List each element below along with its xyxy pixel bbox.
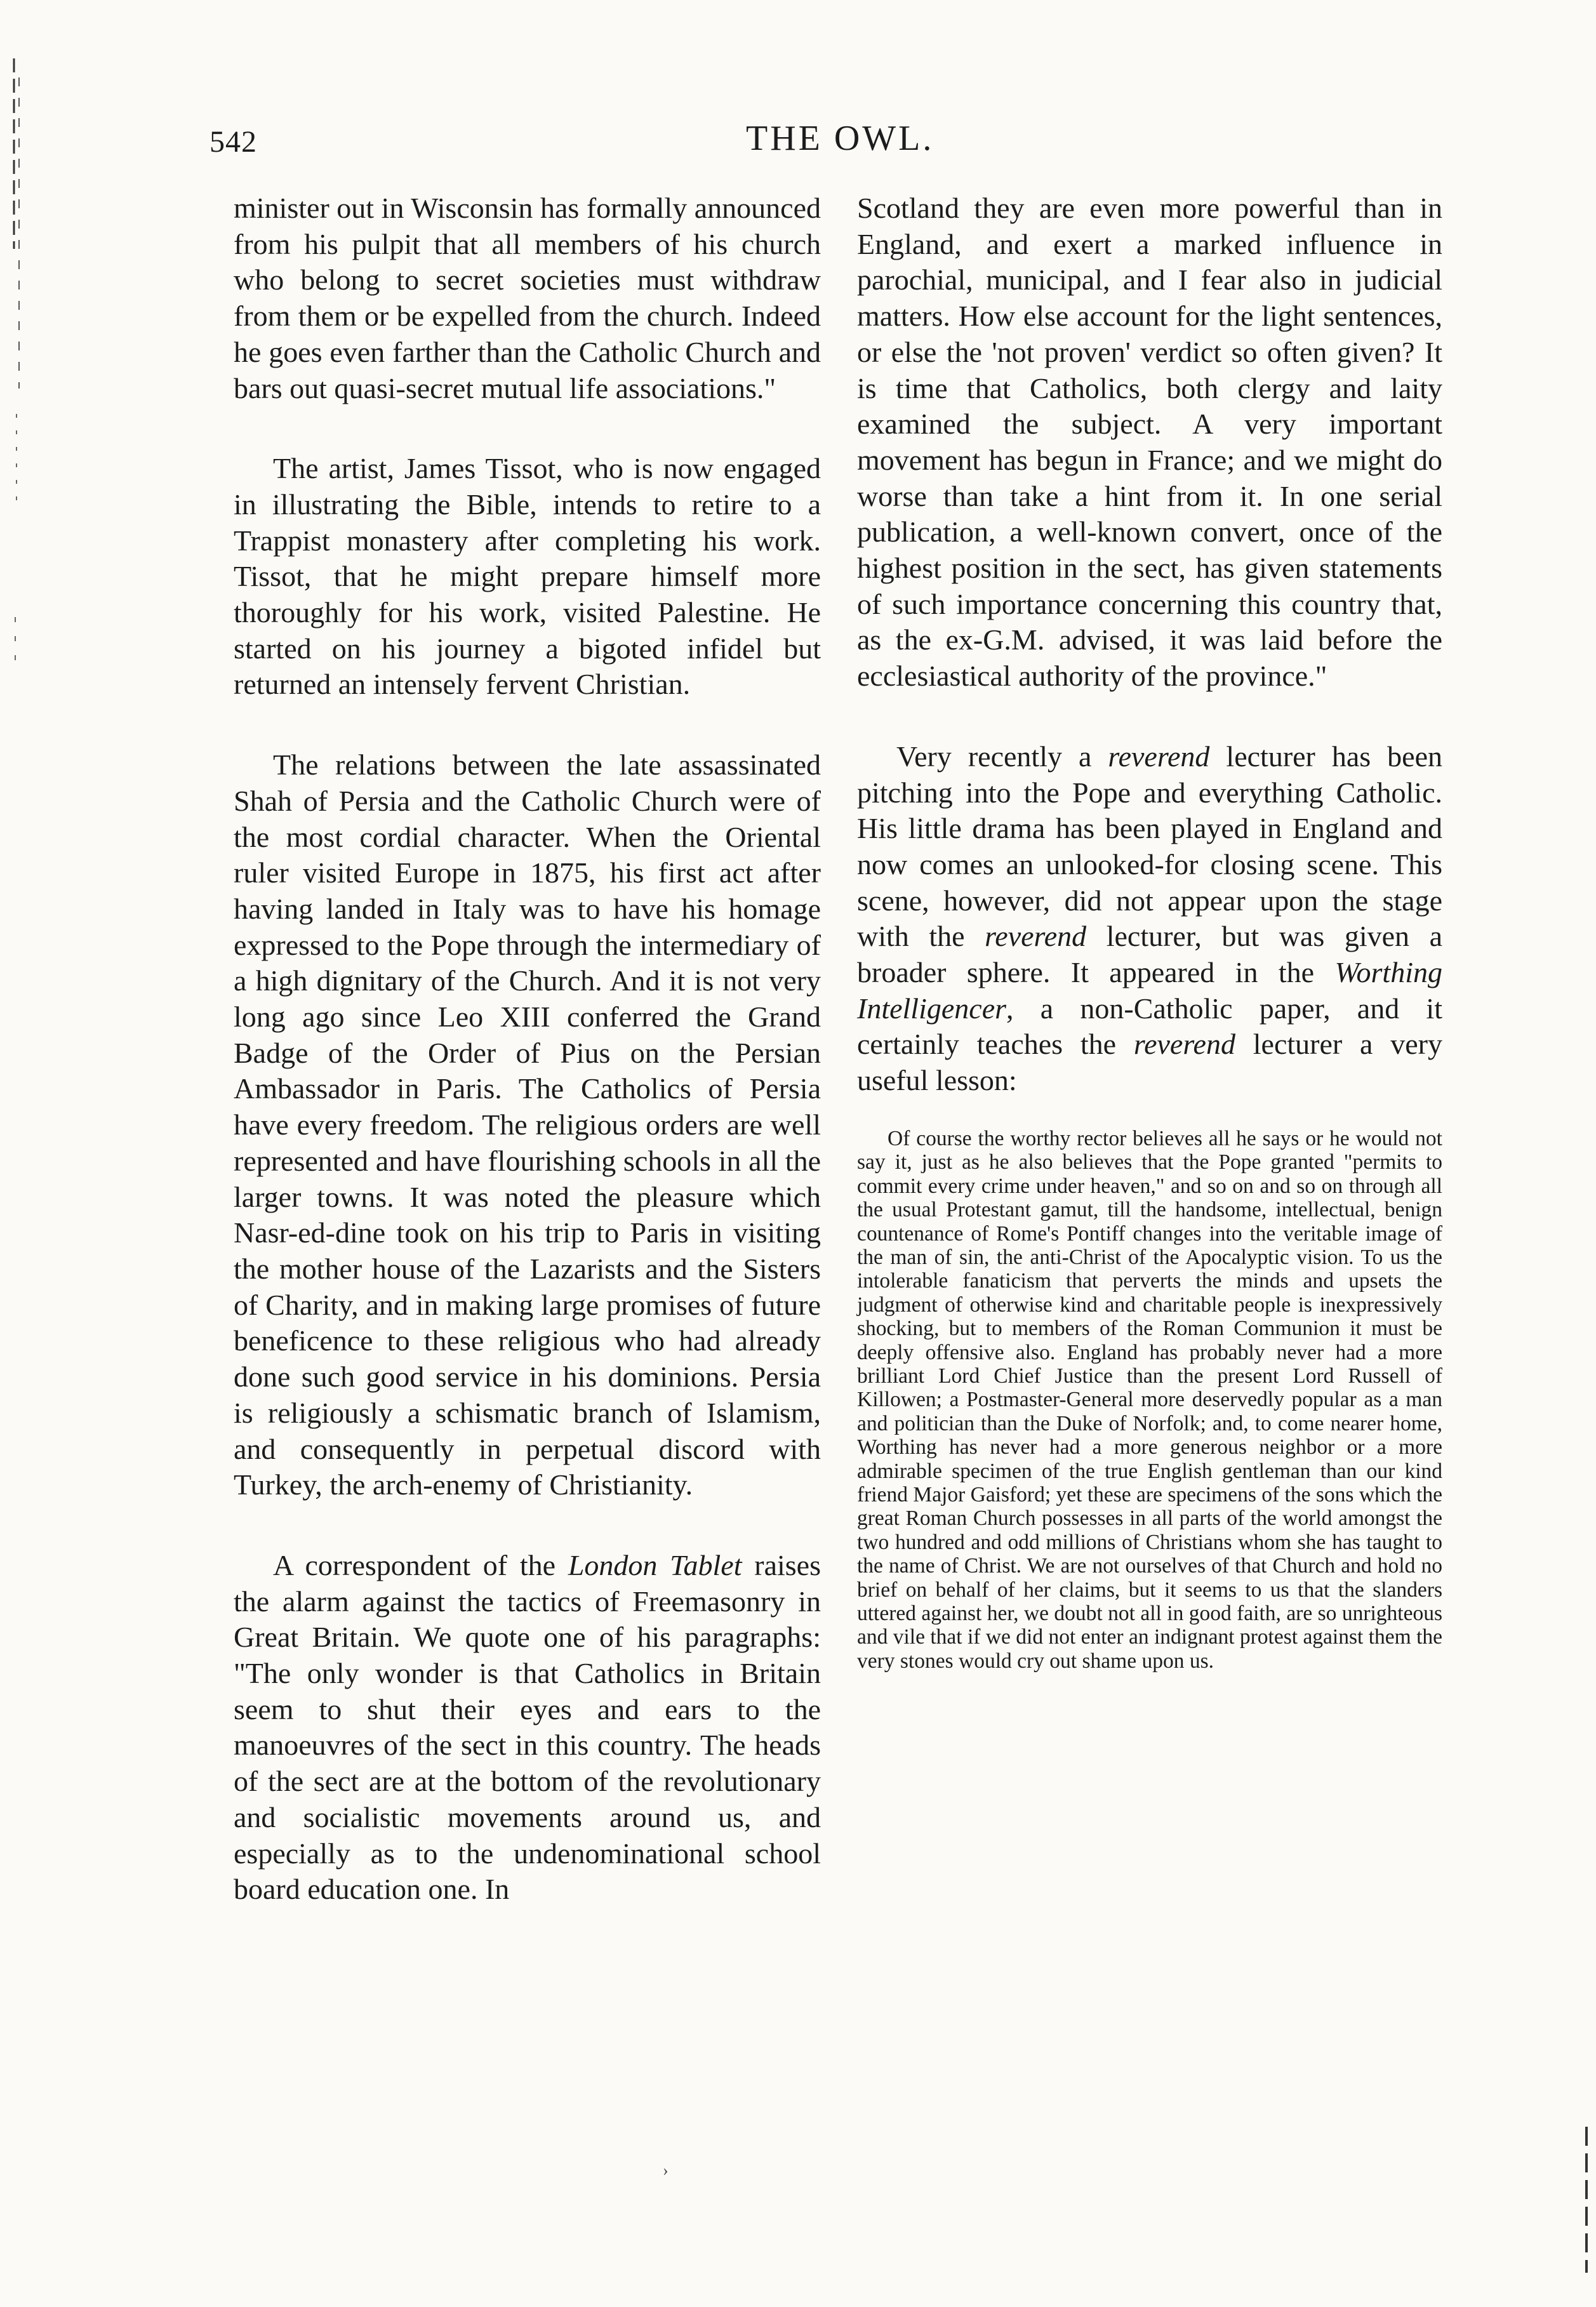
block-quote: Of course the worthy rector believes all he says or he would not say it, just as he also believes that the Pope granted "permits to commit every crime under heaven," and so on and so on through all the usual Protestant gamut, till the handsome, intellectual, benign countenance of Rome's Pontiff changes into the veritable image of the man of sin, the anti-Christ of the Apocalyptic vision. To us the intolerable fanaticism that perverts the minds and upsets the judgment of otherwise kind and charitable people is inexpressively shocking, but to members of the Roman Communion it must be deeply offensive also. England has probably never had a more brilliant Lord Chief Justice than the present Lord Russell of Killowen; a Postmaster-General more deservedly popular as a man and politician than the Duke of Norfolk; and, to come nearer home, Worthing has never had a more generous neighbor or a more admirable specimen of the true English gentleman than our kind friend Major Gaisford; yet these are specimens of the sons which the great Roman Church possesses in all parts of the world amongst the two hundred and odd millions of Christians whom she has taught to the name of Christ. We are not ourselves of that Church and hold no brief on behalf of her claims, but it seems to us that the slanders uttered against her, we doubt not all in good faith, are so unrighteous and vile that if we did not enter an indignant protest against them the very stones would cry out shame upon us. [857, 1126, 1442, 1673]
right-paragraph-2 [857, 739, 1442, 1099]
right-paragraph-1: Scotland they are even more powerful than in England, and exert a marked influence in parochial, municipal, and I fear also in judicial matters. How else account for the light sentences, or else the 'not proven' verdict so often given? It is time that Catholics, both clergy and laity examined the subject. A very important movement has begun in France; and we might do worse than take a hint from it. In one serial publication, a well-known convert, once of the highest position in the sect, has given statements of such importance concerning this country that, as the ex-G.M. advised, it was laid before the ecclesiastical authority of the province." [857, 192, 1442, 693]
text-run: , a non-Catholic paper, and it certainly teaches the [857, 992, 1442, 1061]
left-paragraph-4 [234, 1548, 821, 1908]
text-run: lecturer, but was given a broader sphere. It appeared in the [857, 920, 1442, 989]
italic-reverend: reverend [985, 920, 1087, 953]
publication-title-worthing-intelligencer: Worthing Intelligencer [857, 956, 1442, 1025]
text-run: A correspondent of the [273, 1548, 568, 1581]
scan-edge-mark-right [1582, 2127, 1591, 2273]
page-number: 542 [209, 125, 257, 159]
scan-edge-marks [10, 58, 29, 668]
left-paragraph-3: The relations between the late assassinated Shah of Persia and the Catholic Church were of the most cordial character. When the Oriental ruler visited Europe in 1875, his first act after having landed in Italy was to have his homage expressed to the Pope through the intermediary of a high dignitary of the Church. And it is not very long ago since Leo XIII conferred the Grand Badge of the Order of Pius on the Persian Ambassador in Paris. The Catholics of Persia have every freedom. The religious orders are well represented and have flourishing schools in all the larger towns. It was noted the pleasure which Nasr-ed-dine took on his trip to Paris in visiting the mother house of the Lazarists and the Sisters of Charity, and in making large promises of future beneficence to these religious who had already done such good service in his dominions. Persia is religiously a schismatic branch of Islamism, and consequently in perpetual discord with Turkey, the arch-enemy of Christianity. [234, 748, 821, 1501]
left-paragraph-2: The artist, James Tissot, who is now engaged in illustrating the Bible, intends to retire to a Trappist monastery after completing his work. Tissot, that he might prepare himself more thoroughly for his work, visited Palestine. He started on his journey a bigoted infidel but returned an intensely fervent Christian. [234, 452, 821, 701]
right-column [857, 190, 1442, 1673]
text-run: lecturer a very useful lesson: [857, 1028, 1442, 1097]
running-head: THE OWL. [746, 119, 934, 158]
publication-title-london-tablet: London Tablet [568, 1548, 742, 1581]
italic-reverend: reverend [1108, 740, 1210, 773]
italic-reverend: reverend [1133, 1028, 1235, 1061]
footer-mark: › [663, 2161, 668, 2179]
left-paragraph-1: minister out in Wisconsin has formally announced from his pulpit that all members of his church who belong to secret societies must withdraw from them or be expelled from the church. Indeed he goes even farther than the Catholic Church and bars out quasi-secret mutual life associations." [234, 192, 821, 404]
left-column [234, 190, 821, 1908]
text-run: raises the alarm against the tactics of Freemasonry in Great Britain. We quote one of his paragraphs: "The only wonder is that Catholics in Britain seem to shut their eyes and ears to the manoeuvres of the sect in this country. The heads of the sect are at the bottom of the revolutionary and socialistic movements around us, and especially as to the undenominational school board education one. In [234, 1548, 821, 1906]
text-run: Very recently a [896, 740, 1108, 773]
text-run: lecturer has been pitching into the Pope and everything Catholic. His little drama has been played in England and now comes an unlooked-for closing scene. This scene, however, did not appear upon the stage with the [857, 740, 1442, 953]
